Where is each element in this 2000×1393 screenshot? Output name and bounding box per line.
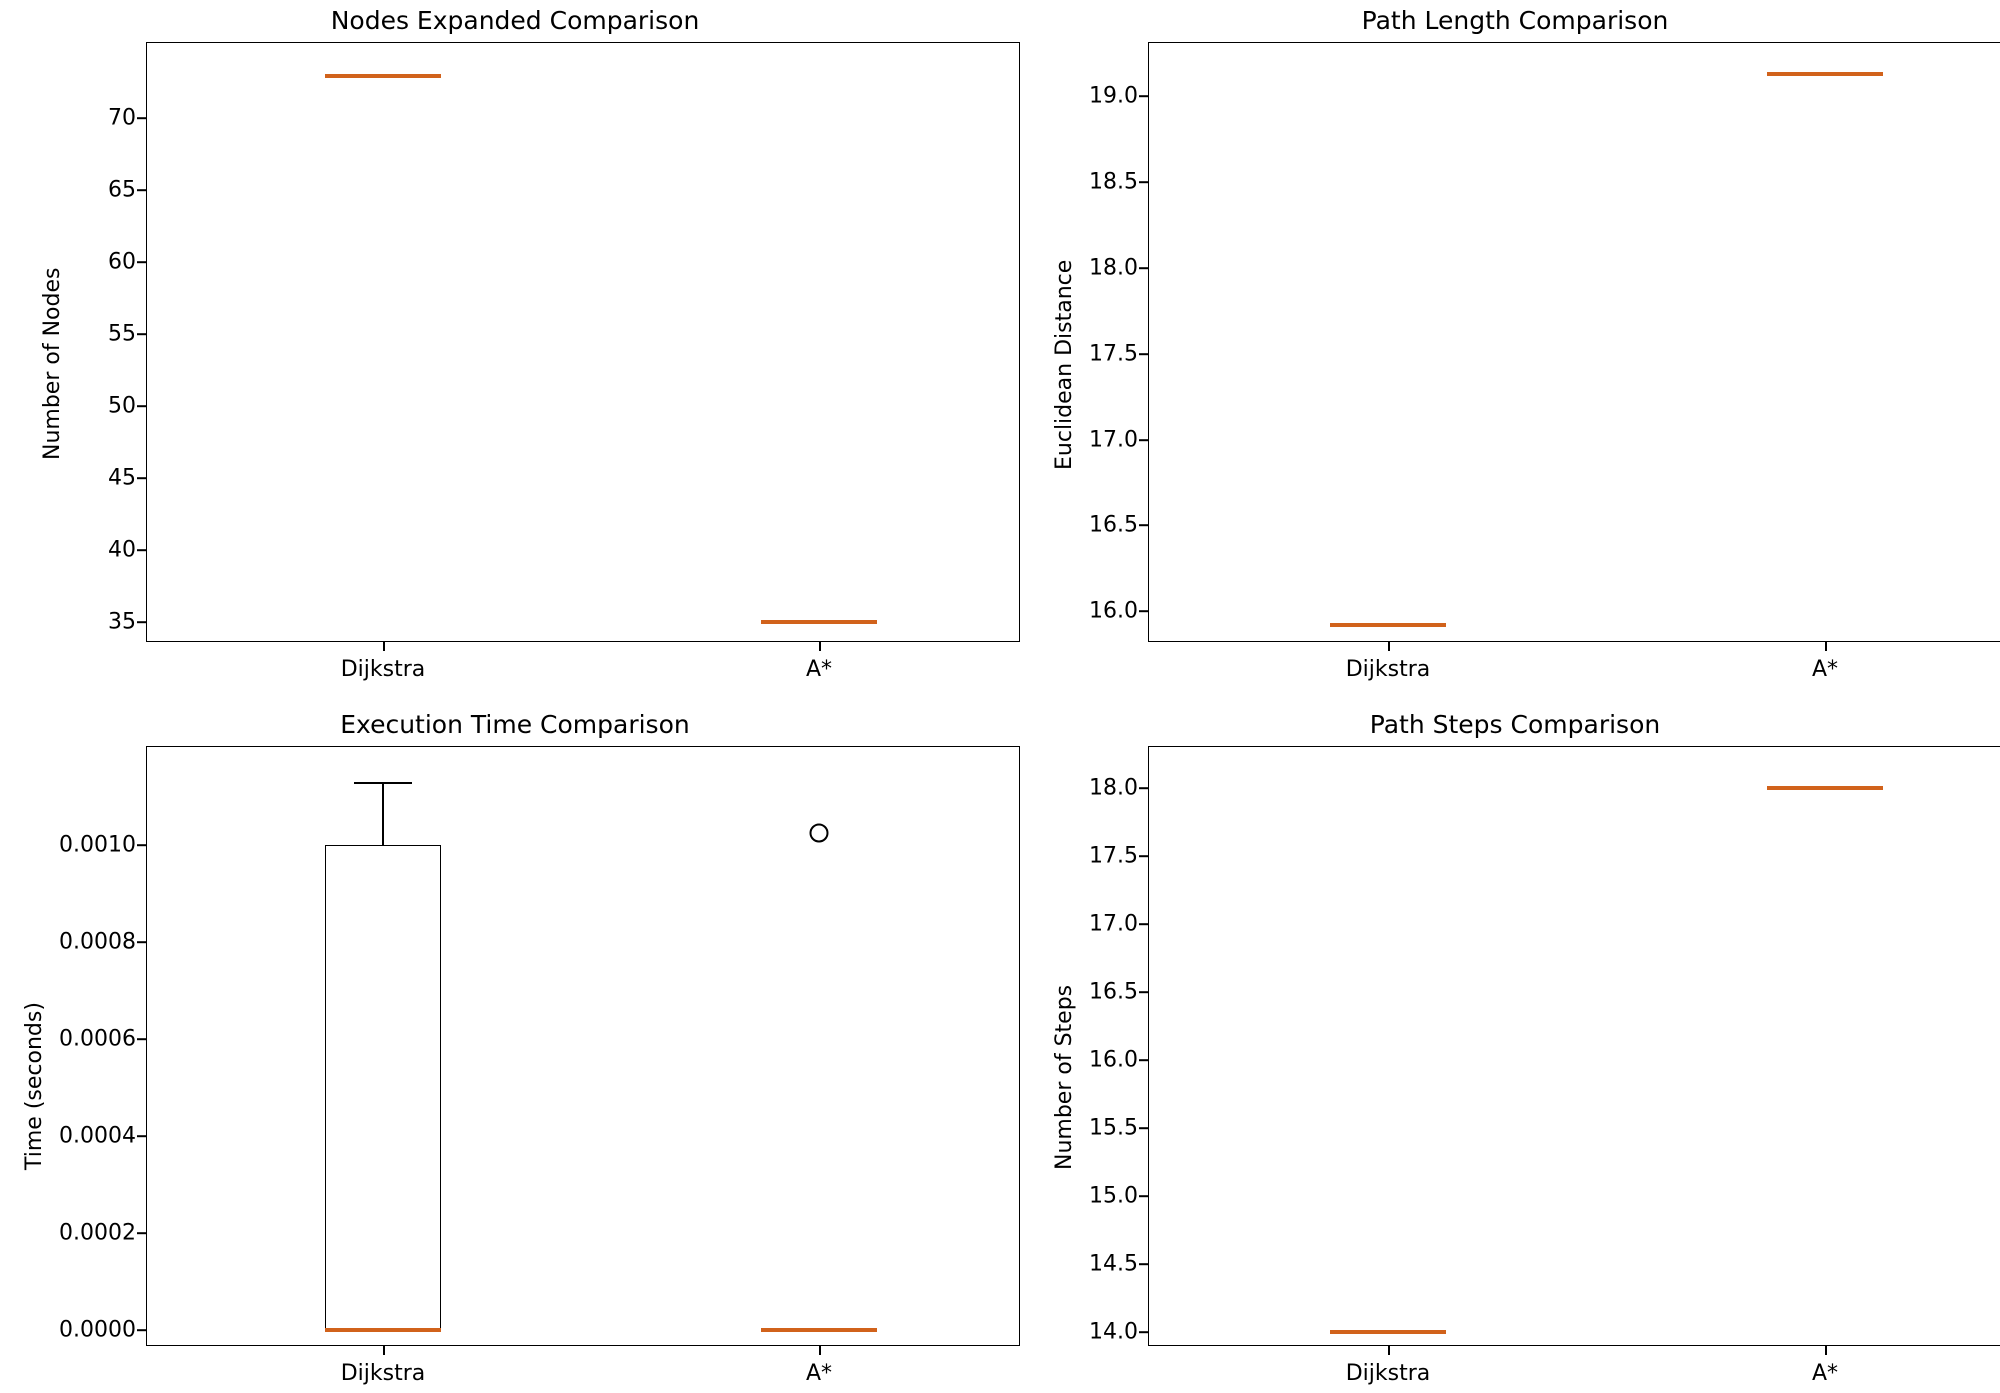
y-tick-mark <box>1139 1195 1148 1197</box>
y-tick-mark <box>1139 267 1148 269</box>
x-tick-mark <box>819 1346 821 1355</box>
y-tick-label: 16.5 <box>1089 512 1138 538</box>
x-tick-label: A* <box>1811 657 1839 682</box>
y-tick-label: 18.0 <box>1089 775 1138 801</box>
x-tick-label: Dijkstra <box>1345 1361 1431 1386</box>
y-tick-label: 55 <box>108 321 136 347</box>
x-tick-label: A* <box>805 1361 833 1386</box>
x-tick-mark <box>383 642 385 651</box>
y-tick-mark <box>1139 610 1148 612</box>
y-tick-label: 14.5 <box>1089 1251 1138 1277</box>
plot-area <box>146 42 1020 642</box>
x-tick-label: A* <box>1811 1361 1839 1386</box>
y-tick-label: 15.0 <box>1089 1183 1138 1209</box>
panel-path-length <box>1030 0 2000 690</box>
y-tick-label: 15.5 <box>1089 1115 1138 1141</box>
x-tick-mark <box>1388 642 1390 651</box>
y-tick-mark <box>1139 1127 1148 1129</box>
y-tick-mark <box>1139 991 1148 993</box>
y-tick-label: 19.0 <box>1089 83 1138 109</box>
x-tick-label: Dijkstra <box>1345 657 1431 682</box>
plot-area <box>146 746 1020 1346</box>
y-tick-mark <box>1139 524 1148 526</box>
y-tick-mark <box>1139 923 1148 925</box>
y-tick-label: 17.0 <box>1089 911 1138 937</box>
panel-title: Nodes Expanded Comparison <box>330 6 700 35</box>
y-tick-label: 70 <box>108 105 136 131</box>
x-tick-label: Dijkstra <box>340 1361 426 1386</box>
box-dijkstra <box>325 845 441 1330</box>
y-tick-mark <box>1139 95 1148 97</box>
y-tick-label: 60 <box>108 249 136 275</box>
y-tick-mark <box>137 1232 146 1234</box>
box-whisker-cap-upper-dijkstra <box>354 782 412 784</box>
y-tick-mark <box>137 844 146 846</box>
y-tick-label: 65 <box>108 177 136 203</box>
plot-area <box>1148 42 2000 642</box>
y-tick-mark <box>1139 181 1148 183</box>
panel-title: Path Length Comparison <box>1361 6 1669 35</box>
y-tick-mark <box>1139 1263 1148 1265</box>
y-tick-mark <box>1139 787 1148 789</box>
y-tick-mark <box>137 189 146 191</box>
panel-execution-time <box>0 700 1030 1393</box>
y-tick-label: 18.0 <box>1089 255 1138 281</box>
plot-area <box>1148 746 2000 1346</box>
y-tick-label: 16.0 <box>1089 1047 1138 1073</box>
x-tick-mark <box>819 642 821 651</box>
box-median-astar <box>761 620 877 624</box>
y-tick-mark <box>1139 1331 1148 1333</box>
y-tick-mark <box>137 405 146 407</box>
y-tick-mark <box>1139 439 1148 441</box>
y-tick-label: 0.0010 <box>59 832 136 858</box>
y-tick-mark <box>137 1329 146 1331</box>
y-axis-label: Number of Steps <box>1052 984 1077 1170</box>
y-axis-label: Time (seconds) <box>22 1002 47 1170</box>
x-tick-mark <box>1388 1346 1390 1355</box>
y-tick-mark <box>137 1038 146 1040</box>
box-median-astar <box>761 1328 877 1332</box>
y-tick-mark <box>1139 353 1148 355</box>
x-tick-mark <box>383 1346 385 1355</box>
x-tick-label: Dijkstra <box>340 657 426 682</box>
y-tick-mark <box>137 621 146 623</box>
y-tick-label: 14.0 <box>1089 1319 1138 1345</box>
box-median-astar <box>1767 72 1883 76</box>
y-tick-mark <box>137 261 146 263</box>
y-axis-label: Euclidean Distance <box>1052 259 1077 470</box>
box-median-dijkstra <box>1330 623 1446 627</box>
y-tick-label: 0.0000 <box>59 1317 136 1343</box>
y-tick-label: 35 <box>108 609 136 635</box>
box-median-astar <box>1767 786 1883 790</box>
y-tick-mark <box>137 477 146 479</box>
box-median-dijkstra <box>1330 1330 1446 1334</box>
panel-path-steps <box>1030 700 2000 1393</box>
panel-title: Execution Time Comparison <box>340 710 690 739</box>
y-tick-mark <box>137 941 146 943</box>
y-tick-mark <box>1139 1059 1148 1061</box>
y-tick-label: 0.0008 <box>59 929 136 955</box>
y-tick-mark <box>137 333 146 335</box>
y-tick-label: 16.5 <box>1089 979 1138 1005</box>
y-tick-label: 0.0006 <box>59 1026 136 1052</box>
y-tick-mark <box>1139 855 1148 857</box>
box-median-dijkstra <box>325 1328 441 1332</box>
box-whisker-upper-dijkstra <box>382 782 384 845</box>
box-median-dijkstra <box>325 74 441 78</box>
box-outlier-astar <box>810 824 829 843</box>
x-tick-mark <box>1825 1346 1827 1355</box>
y-tick-label: 17.5 <box>1089 341 1138 367</box>
panel-nodes-expanded <box>0 0 1030 690</box>
y-tick-label: 0.0002 <box>59 1220 136 1246</box>
y-tick-label: 0.0004 <box>59 1123 136 1149</box>
y-tick-mark <box>137 1135 146 1137</box>
y-tick-label: 17.0 <box>1089 427 1138 453</box>
y-tick-label: 18.5 <box>1089 169 1138 195</box>
y-tick-label: 50 <box>108 393 136 419</box>
y-tick-mark <box>137 549 146 551</box>
y-tick-label: 16.0 <box>1089 598 1138 624</box>
x-tick-label: A* <box>805 657 833 682</box>
y-tick-label: 45 <box>108 465 136 491</box>
y-tick-label: 17.5 <box>1089 843 1138 869</box>
y-tick-mark <box>137 117 146 119</box>
y-tick-label: 40 <box>108 537 136 563</box>
y-axis-label: Number of Nodes <box>40 267 65 460</box>
x-tick-mark <box>1825 642 1827 651</box>
panel-title: Path Steps Comparison <box>1369 710 1661 739</box>
